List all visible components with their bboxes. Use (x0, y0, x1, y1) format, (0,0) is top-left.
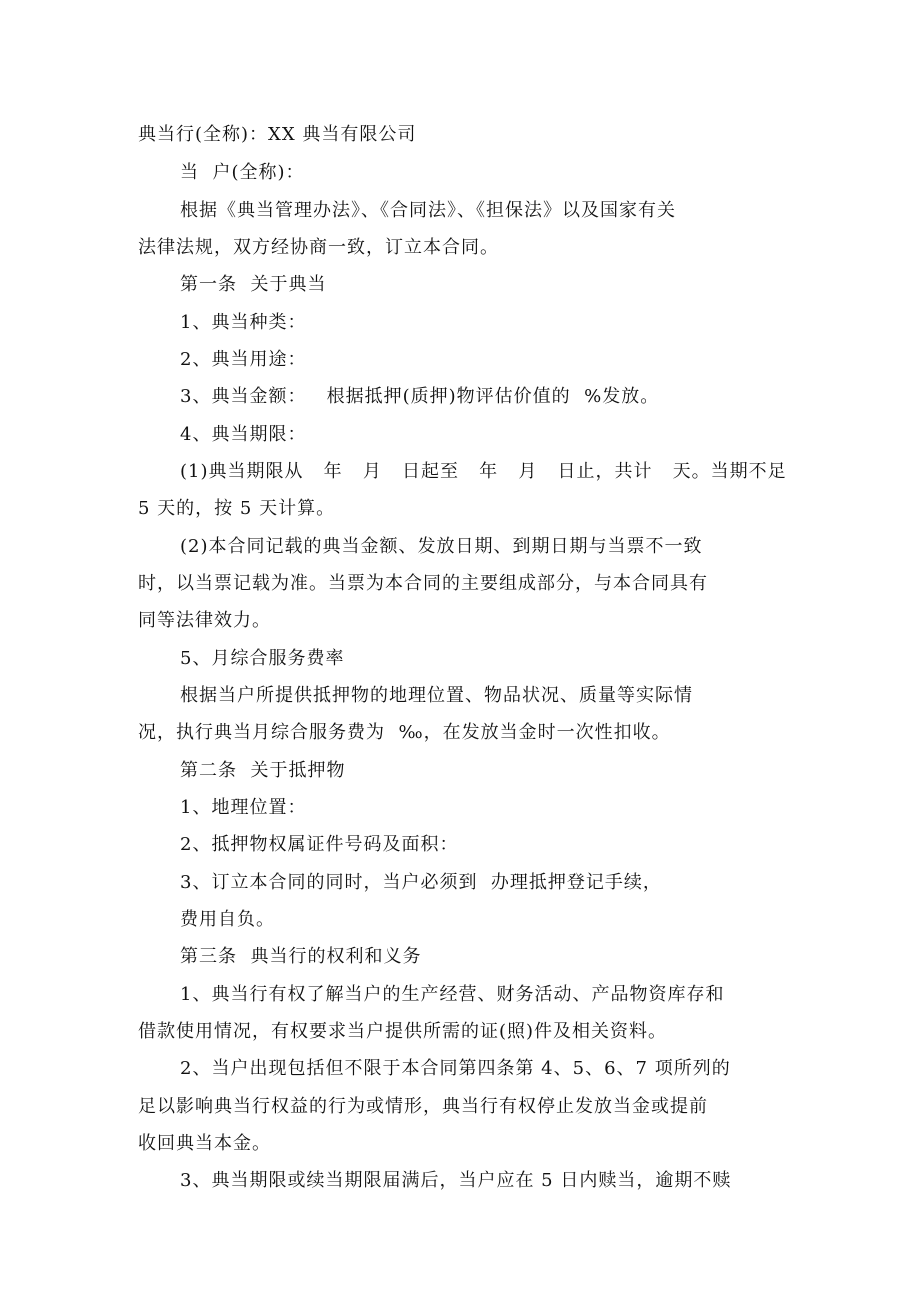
text-line-term-2: 5 天的，按 5 天计算。 (138, 498, 336, 519)
text-line-right-1b: 借款使用情况，有权要求当户提供所需的证(照)件及相关资料。 (138, 1021, 668, 1042)
section-heading-1: 第一条 关于典当 (180, 274, 327, 295)
text-line-registration-1: 3、订立本合同的同时，当户必须到 办理抵押登记手续， (180, 872, 662, 893)
text-line-item-4: 4、典当期限： (180, 424, 307, 445)
text-line-record-2: 时，以当票记载为准。当票为本合同的主要组成部分，与本合同具有 (138, 573, 708, 594)
text-line-right-2c: 收回典当本金。 (138, 1133, 271, 1154)
section-heading-2: 第二条 关于抵押物 (180, 760, 346, 781)
text-line-basis-2: 法律法规，双方经协商一致，订立本合同。 (138, 237, 499, 258)
text-line-right-2a: 2、当户出现包括但不限于本合同第四条第 4、5、6、7 项所列的 (180, 1058, 731, 1079)
text-line-fee-1: 根据当户所提供抵押物的地理位置、物品状况、质量等实际情 (180, 685, 693, 706)
text-line-item-2: 2、典当用途： (180, 349, 307, 370)
text-line-item-1: 1、典当种类： (180, 312, 307, 333)
text-line-pawner: 当 户(全称)： (180, 162, 305, 183)
text-line-item-5: 5、月综合服务费率 (180, 648, 345, 669)
text-line-right-3a: 3、典当期限或续当期限届满后，当户应在 5 日内赎当，逾期不赎 (180, 1170, 732, 1191)
text-line-location: 1、地理位置： (180, 797, 307, 818)
text-line-right-2b: 足以影响典当行权益的行为或情形，典当行有权停止发放当金或提前 (138, 1096, 708, 1117)
text-line-certificate: 2、抵押物权属证件号码及面积： (180, 834, 459, 855)
text-line-fee-2: 况，执行典当月综合服务费为 ‰，在发放当金时一次性扣收。 (138, 722, 671, 743)
section-heading-3: 第三条 典当行的权利和义务 (180, 946, 422, 967)
text-line-record-1: (2)本合同记载的典当金额、发放日期、到期日期与当票不一致 (180, 536, 703, 557)
text-line-record-3: 同等法律效力。 (138, 610, 271, 631)
text-line-company: 典当行(全称)：XX 典当有限公司 (138, 124, 417, 145)
text-line-basis-1: 根据《典当管理办法》、《合同法》、《担保法》以及国家有关 (180, 200, 676, 221)
text-line-term-1: (1)典当期限从 年 月 日起至 年 月 日止，共计 天。当期不足 (180, 461, 787, 482)
text-line-item-3: 3、典当金额： 根据抵押(质押)物评估价值的 %发放。 (180, 386, 660, 407)
text-line-registration-2: 费用自负。 (180, 909, 275, 930)
text-line-right-1a: 1、典当行有权了解当户的生产经营、财务活动、产品物资库存和 (180, 984, 725, 1005)
